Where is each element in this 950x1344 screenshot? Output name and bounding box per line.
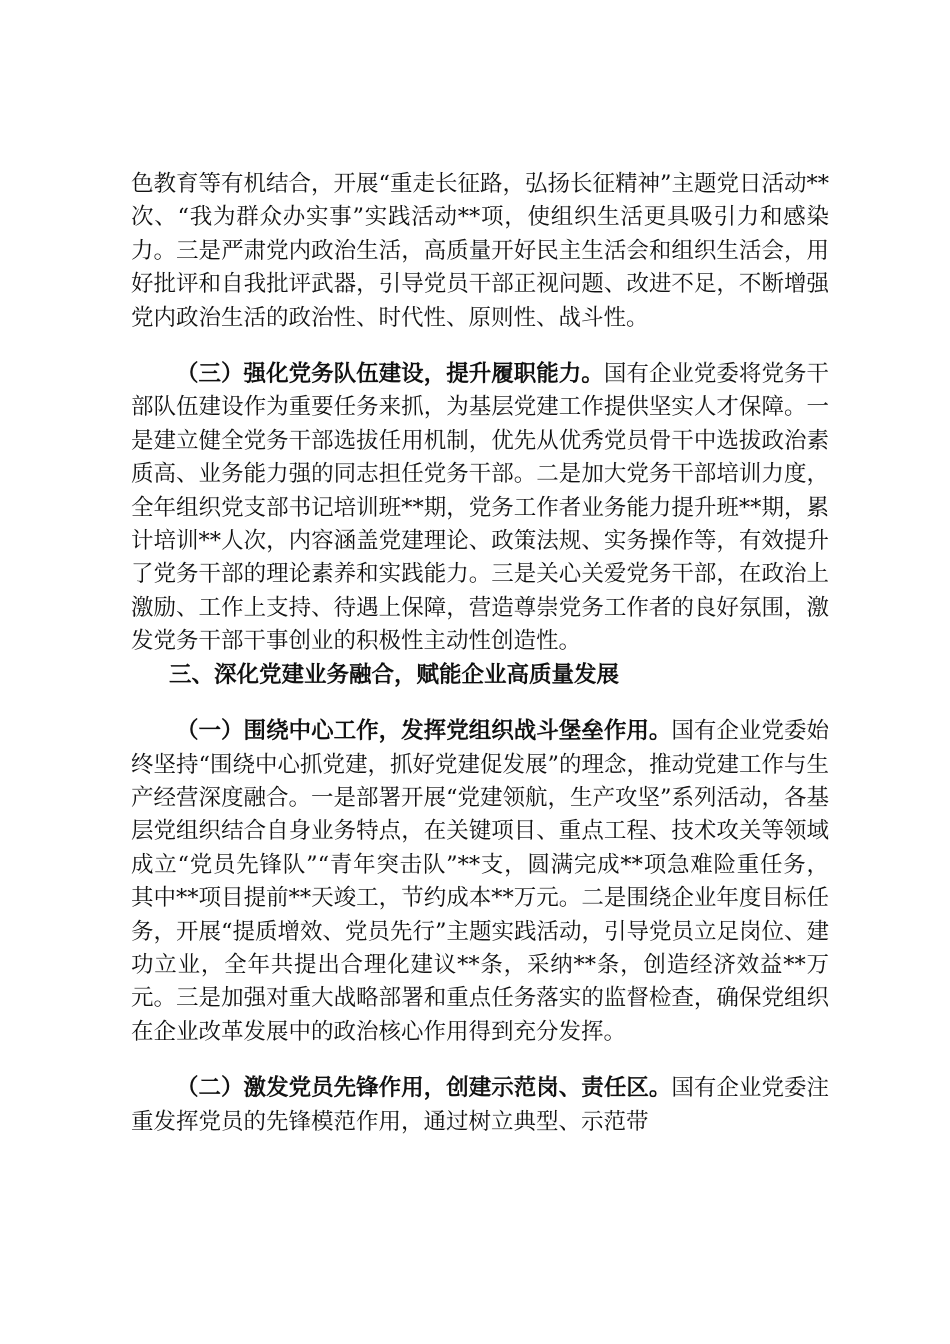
paragraph-vanguard (131, 1072, 829, 1139)
paragraph-lead: （一）围绕中心工作，发挥党组织战斗堡垒作用。 (176, 718, 672, 745)
paragraph-central-work (131, 715, 829, 1049)
section-heading: 三、深化党建业务融合，赋能企业高质量发展 (169, 661, 620, 688)
paragraph-continued (131, 168, 829, 335)
paragraph-team-building (131, 358, 829, 659)
document-page (131, 168, 829, 1139)
paragraph-text: 色教育等有机结合，开展“重走长征路，弘扬长征精神”主题党日活动**次、“我为群众办实事”实践活动**项，使组织生活更具吸引力和感染力。三是严肃党内政治生活，高质量开好民主生活会和组织生活会，用好批评和自我批评武器，引导党员干部正视问题、改进不足，不断增强党内政治生活的政治性、时代性、原则性、战斗性。 (131, 171, 830, 331)
paragraph-lead: （二）激发党员先锋作用，创建示范岗、责任区。 (176, 1075, 672, 1102)
paragraph-text: 国有企业党委始终坚持“围绕中心抓党建，抓好党建促发展”的理念，推动党建工作与生产经营深度融合。一是部署开展“党建领航，生产攻坚”系列活动，各基层党组织结合自身业务特点，在关键项目、重点工程、技术攻关等领域成立“党员先锋队”“青年突击队”**支，圆满完成**项急难险重任务，其中**项目提前**天竣工，节约成本**万元。二是围绕企业年度目标任务，开展“提质增效、党员先行”主题实践活动，引导党员立足岗位、建功立业，全年共提出合理化建议**条，采纳**条，创造经济效益**万元。三是加强对重大战略部署和重点任务落实的监督检查，确保党组织在企业改革发展中的政治核心作用得到充分发挥。 (131, 718, 830, 1045)
paragraph-lead: （三）强化党务队伍建设，提升履职能力。 (176, 361, 604, 388)
paragraph-text: 国有企业党委将党务干部队伍建设作为重要任务来抓，为基层党建工作提供坚实人才保障。一是建立健全党务干部选拔任用机制，优先从优秀党员骨干中选拔政治素质高、业务能力强的同志担任党务干部。二是加大党务干部培训力度，全年组织党支部书记培训班**期，党务工作者业务能力提升班**期，累计培训**人次，内容涵盖党建理论、政策法规、实务操作等，有效提升了党务干部的理论素养和实践能力。三是关心关爱党务干部，在政治上激励、工作上支持、待遇上保障，营造尊崇党务工作者的良好氛围，激发党务干部干事创业的积极性主动性创造性。 (131, 361, 829, 655)
paragraph-text: 国有企业党委注重发挥党员的先锋模范作用，通过树立典型、示范带 (131, 1075, 829, 1135)
